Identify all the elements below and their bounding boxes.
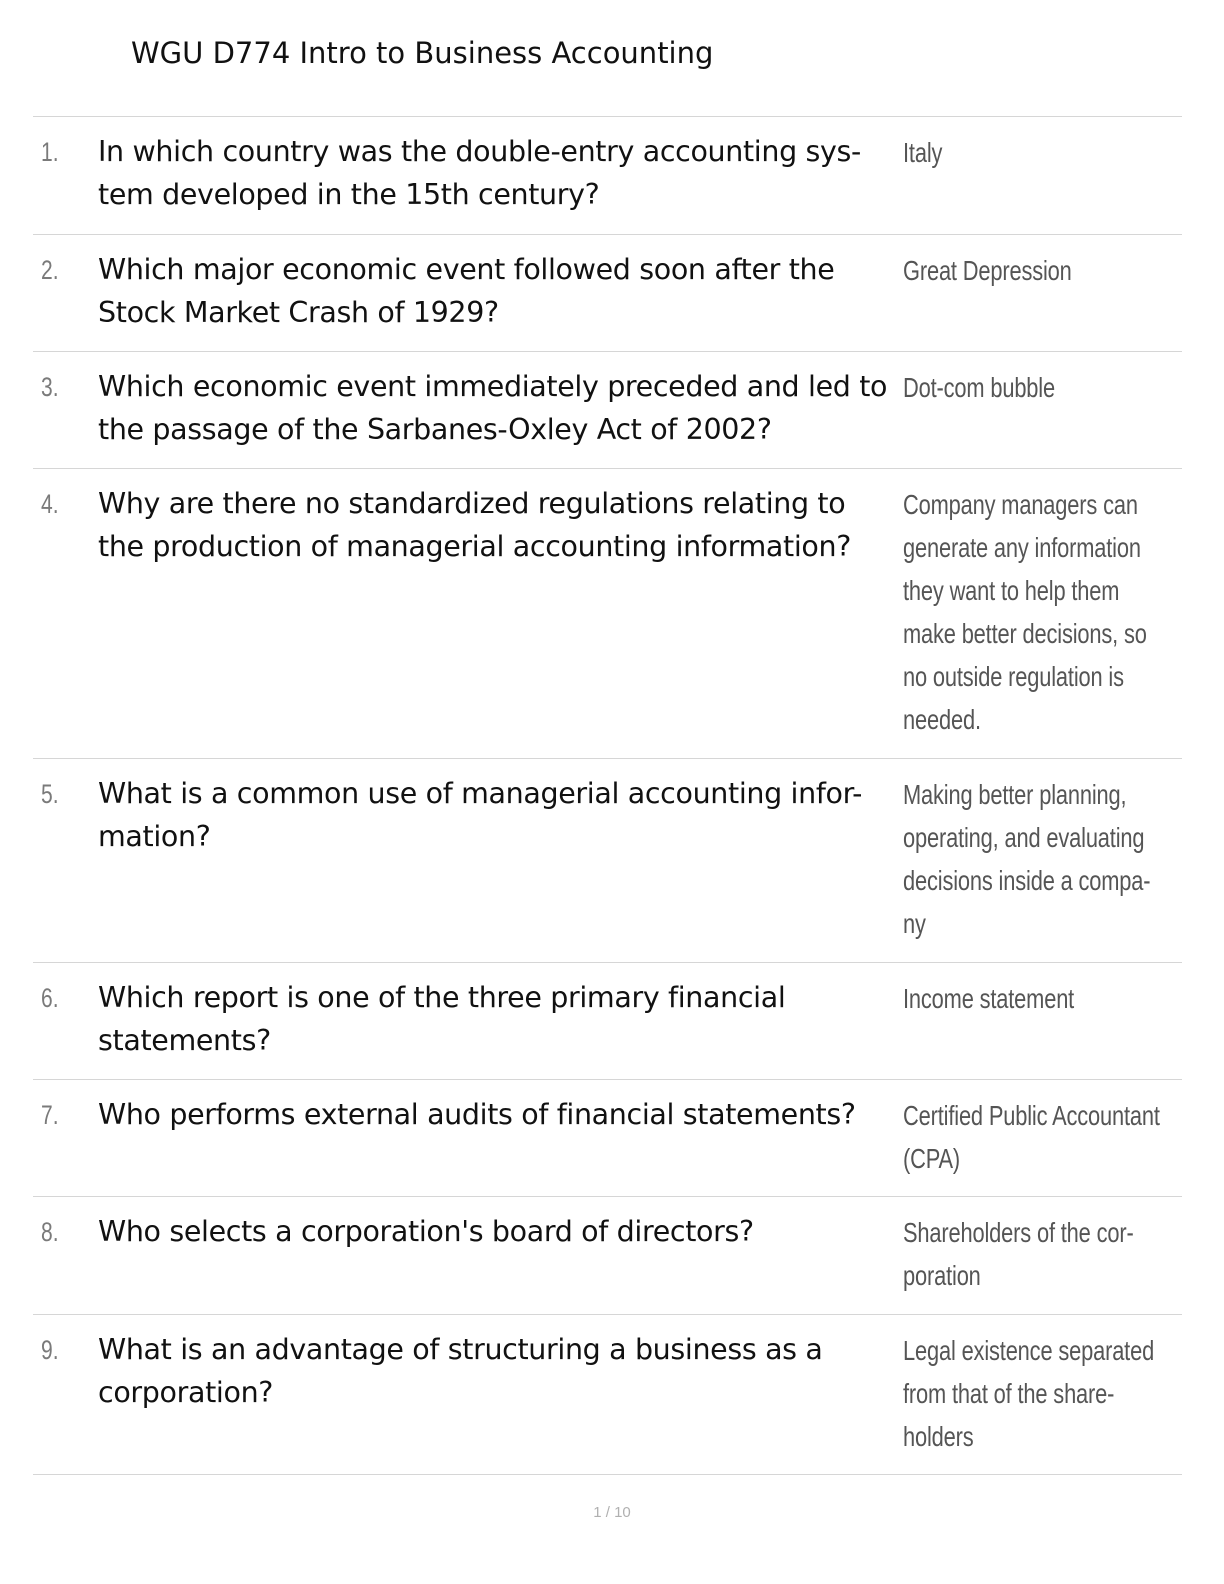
answer-text: Great Depression [903,255,1072,286]
question-text: What is an advantage of structuring a business as a corporation? [98,1333,823,1409]
qa-item [33,352,1182,469]
question-text: In which country was the double-entry accounting sys-tem developed in the 15th century? [98,135,861,211]
document-title: WGU D774 Intro to Business Accounting [131,36,714,70]
question-text: Why are there no standardized regulations relating to the production of managerial accounting information? [98,487,851,563]
item-number: 2. [41,255,59,285]
item-number: 9. [41,1335,59,1365]
answer-text: Making better planning, operating, and evaluating decisions inside a compa-ny [903,779,1151,939]
qa-item [33,469,1182,759]
answer-text: Shareholders of the cor-poration [903,1217,1134,1291]
answer-text: Dot-com bubble [903,372,1055,403]
item-number: 6. [41,983,59,1013]
qa-list [33,116,1182,1475]
qa-item [33,1080,1182,1197]
question-text: Which economic event immediately preceded and led to the passage of the Sarbanes-Oxley Act of 2002? [98,370,888,446]
answer-text: Company managers can generate any information they want to help them make better decisions, so no outside regulation is needed. [903,489,1147,735]
answer-text: Income statement [903,983,1075,1014]
question-text: Which major economic event followed soon after the Stock Market Crash of 1929? [98,253,835,329]
qa-item [33,1315,1182,1475]
question-text: Who performs external audits of financial statements? [98,1098,856,1131]
item-number: 8. [41,1217,59,1247]
page-indicator: 1 / 10 [593,1504,631,1521]
item-number: 4. [41,489,59,519]
item-number: 3. [41,372,59,402]
item-number: 5. [41,779,59,809]
question-text: Who selects a corporation's board of directors? [98,1215,754,1248]
qa-item [33,759,1182,963]
item-number: 7. [41,1100,59,1130]
qa-item [33,963,1182,1080]
qa-item [33,235,1182,352]
answer-text: Certified Public Accountant (CPA) [903,1100,1160,1174]
qa-item [33,117,1182,235]
answer-text: Italy [903,137,943,168]
question-text: Which report is one of the three primary financial statements? [98,981,786,1057]
question-text: What is a common use of managerial accounting infor-mation? [98,777,863,853]
qa-item [33,1197,1182,1315]
answer-text: Legal existence separated from that of the share-holders [903,1335,1155,1452]
item-number: 1. [41,137,59,167]
